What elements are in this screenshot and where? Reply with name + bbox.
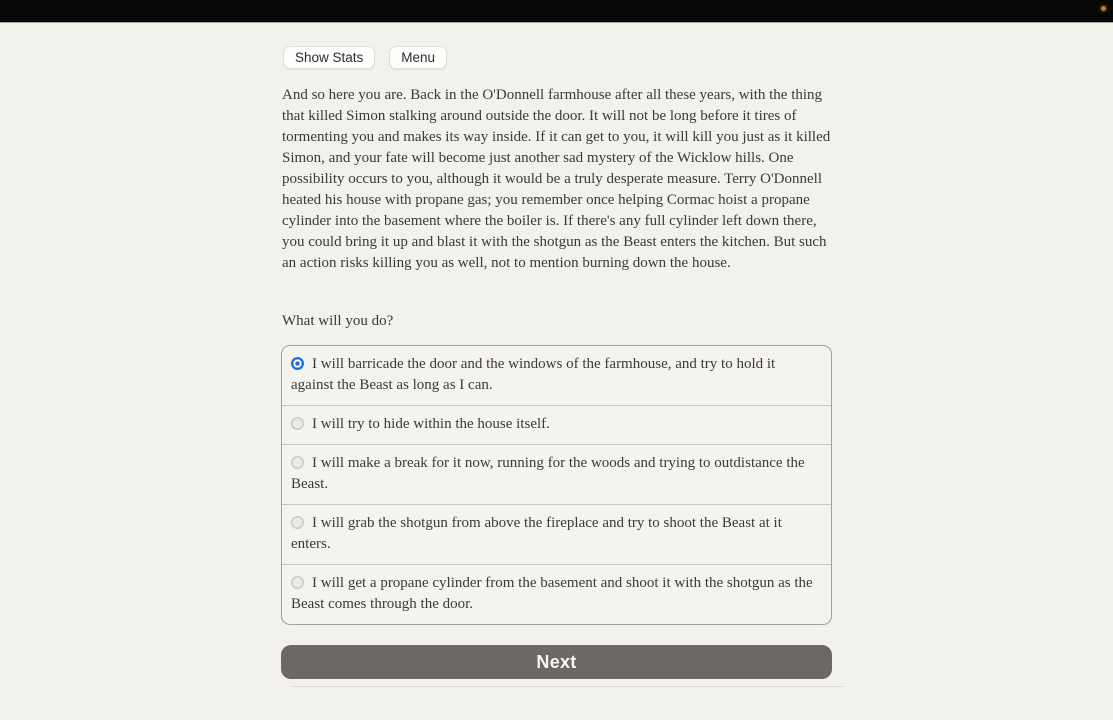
choice-option[interactable] — [282, 444, 831, 504]
choice-option[interactable] — [282, 504, 831, 564]
next-button[interactable]: Next — [281, 645, 832, 679]
recording-indicator-icon — [1101, 6, 1106, 11]
choice-option-label: I will grab the shotgun from above the fireplace and try to shoot the Beast at it enters. — [291, 515, 782, 552]
choice-option[interactable] — [282, 346, 831, 405]
show-stats-button[interactable]: Show Stats — [283, 46, 375, 69]
choice-option-label: I will make a break for it now, running for the woods and trying to outdistance the Beast. — [291, 455, 805, 492]
radio-button-icon[interactable] — [291, 456, 304, 469]
radio-button-icon[interactable] — [291, 417, 304, 430]
choice-option-label: I will try to hide within the house itself. — [312, 416, 550, 432]
choice-option-label: I will get a propane cylinder from the basement and shoot it with the shotgun as the Beast comes through the door. — [291, 575, 813, 612]
choice-option[interactable] — [282, 564, 831, 624]
choice-option-label: I will barricade the door and the windows of the farmhouse, and try to hold it against the Beast as long as I can. — [291, 356, 776, 393]
window-top-bar — [0, 0, 1113, 23]
choice-list — [281, 345, 832, 625]
choice-prompt: What will you do? — [282, 313, 394, 329]
story-paragraph: And so here you are. Back in the O'Donnell farmhouse after all these years, with the thing that killed Simon stalking around outside the door. It will not be long before it tires of tormenting you and makes its way inside. If it can get to you, it will kill you just as it killed Simon, and your fate will become just another sad mystery of the Wicklow hills. One possibility occurs to you, although it would be a truly desperate measure. Terry O'Donnell heated his house with propane gas; you remember once helping Cormac hoist a propane cylinder into the basement where the boiler is. If there's any full cylinder left down there, you could bring it up and blast it with the shotgun as the Beast enters the kitchen. But such an action risks killing you as well, not to mention burning down the house. — [282, 87, 831, 271]
radio-button-icon[interactable] — [291, 576, 304, 589]
choice-option[interactable] — [282, 405, 831, 444]
game-toolbar — [283, 46, 447, 69]
radio-button-icon[interactable] — [291, 357, 304, 370]
content-bottom-edge — [292, 686, 843, 687]
radio-button-icon[interactable] — [291, 516, 304, 529]
menu-button[interactable]: Menu — [389, 46, 447, 69]
